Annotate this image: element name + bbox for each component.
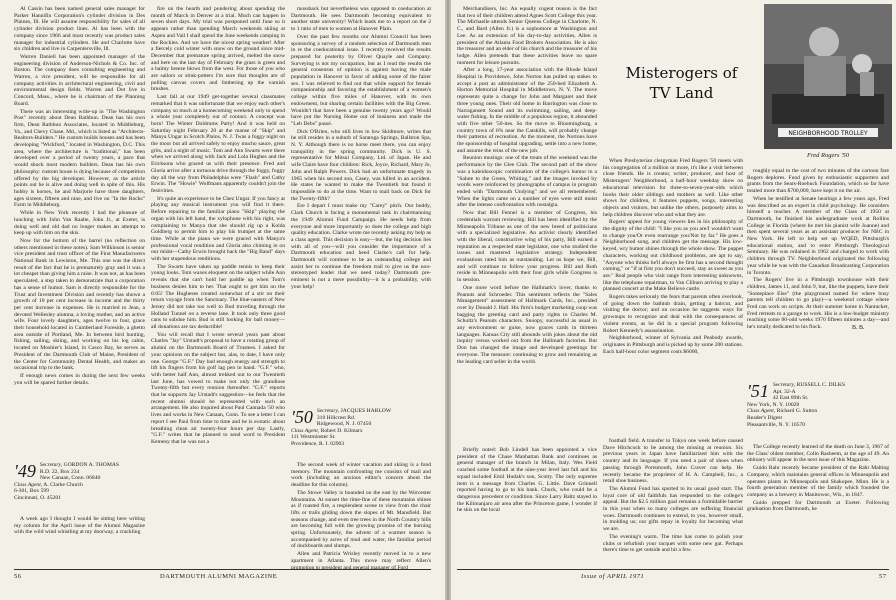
paragraph: Warren Daniell has been appointed manager of the engineering division of Anderson-Nichols & Co. Inc. of Boston. The company does consulting engineering and Warren, a vice president, will be responsible for all company activities in architectural engineering, civil and environmental design fields. Warren and Dot live in Concord, Mass., where he is chairman of the Planning Board. xyxy=(14,53,145,107)
left-column-1 xyxy=(14,6,145,461)
left-page xyxy=(0,0,445,600)
page-number: 56 xyxy=(14,573,22,580)
magazine-title: DARTMOUTH ALUMNI MAGAZINE xyxy=(160,573,278,580)
paragraph: When Presbyterian clergyman Fred Rogers '50 meets with his congregation of a million or more, it's like a visit between close friends. He is creator, writer, producer, and host of Misterogers' Neighborhood, a half-hour weekday show on educational television for three-to-seven-year-olds which hooks their older siblings and mothers as well. Like other shows for children, it features puppets, songs, interesting objects and visitors, but unlike the others, purposely aims to help children discover who and what they are. xyxy=(603,158,743,218)
class-year: '51 xyxy=(747,381,769,401)
paragraph: Allen and Patricia Wrisley recently moved in to a new apartment in Atlanta. This move may reflect Allen's promotion to president and general manager of Ford xyxy=(291,551,431,571)
paragraph: Al Cassin has been named general sales manager for Parker Hannifin Corporation's cylinder division in Des Plaines, Ill. He will assume responsibility for sales of all cylinder division product lines. Al has been with the company since 1966 and most recently was product sales manager for industrial cylinders. He and Charlotte have six children and live in Carpentersville, Ill. xyxy=(14,6,145,53)
paragraph: While in New York recently I had the pleasure of lunching with John Van Raalte, John Jr., at Exeter, is doing well and old dad no longer makes an attempt to keep up with him on the skis. xyxy=(14,210,145,237)
left-column-2 xyxy=(151,6,285,566)
paragraph: Neighborhood, winner of Sylvania and Peabody awards, originates in Pittsburgh and is picked up by some 200 stations. Each half-hour color segment costs $6000, xyxy=(603,335,743,355)
paragraph: Ere I depart I must make my "Carey" pitch. Our buddy, Clark Church is facing a monumental task in chairmanning the 1949 Alumni Fund Campaign. He needs help from everyone and more importantly so does the college and high quality education. Clarke wrote me recently asking my help as a class agent. This decision is easy—but, the big decision lies with all of you—will you consider the importance of a Dartmouth education and heed Clarke's call for help. Dartmouth will continue to be an outstanding college and assist her to continue the freedom trail to give us the non-stereotyped leader that we need today? Dartmouth pre-eminent is not a mere possibility—it is a probability, with your help! xyxy=(291,203,431,290)
fred-rogers-photo xyxy=(764,4,892,149)
right-column-1 xyxy=(457,6,597,444)
paragraph: football field. A transfer to Tokyo one week before caused Dave Hitchcock to be among the missing at reunion. Six previous years in Japan have familiarized him with the country and its language. If you need a pair of shoes when passing through Portsmouth, John Craver can help. He recently became the proprietor of H. A. Campbell, Inc., a retail shoe business. xyxy=(603,438,743,485)
footer-rule xyxy=(14,569,431,570)
paragraph: Last fall at our 1949 get-together several classmates remarked that it was unfortunate that we enjoy each other's company so much at a homecoming weekend only to spend a whole year completely out of contact. A concept was born! The Winter Doldrums Party! And it was held on Saturday night February 20 at the manse of "Skip" and Manya Ungar in Scotch Plains, N. J. Twas a foggy night on the moor but all arrived safely to enjoy mucho sauce, great grits, and a night of music. Tom and Ann Swarts were there when we arrived along with Jack and Lola Hughes and the Ericksons who graced us with their presence. Fred and Gloria arrive after a tortuous drive through the foggy, foggy day all the way from Philadelphia were "Flash" and Cathy Erwin. The "Howie" Wolfmans apparently couldn't join the festivities. xyxy=(151,94,285,194)
left-column-3 xyxy=(291,6,431,406)
photo-caption: Fred Rogers '50 xyxy=(807,152,849,159)
right-column-3-lower xyxy=(747,444,889,566)
paragraph: The evening's warm. The time has come to polish your clubs or refurbish your racquet with some new gut. Perhaps there's time to get outside and hit a few. xyxy=(603,533,743,554)
paragraph: Briefly noted: Bob Lindell has been appointed a vice president of the Chase Manhattan Bank and continues as general manager of the branch in Milan, Italy. Wes Field coached some football at the nine-year level last fall and his squad included Emil Hudak's son, Scotty. The only supreme item is a message from Charles G. Little. Dave Grinnell reported having to go to his bank. Chuck, who could be a dangerous precedent or condition. Since Larry Baltz stayed in the Kilimanjaro air area after the Princeton game, I wonder if he skis on the local xyxy=(457,447,597,514)
footer-rule xyxy=(457,569,889,570)
paragraph: You will recall that I wrote several years past about Charles "Jay" Urstadt's proposal to have a rotating group of alumni on the Dartmouth Board of Trustees. I asked for your opinions on the subject but, alas, to date, I have only one. George "G.F." Day had enough energy and strength to lift his fingers from his golf lag pen in hand. "G.F." who, with better half Ann, almost trekked out to our Twentieth last June, has vowed to make not only the grandiose Twenty-fifth but every reunion thereafter. "G.F." reports that he supports Jay Urstadt's suggestion—he feels that the recent alumni should be represented with such an arrangement. He also inquired about Paul Cannada '50 who lives and works in New Canaan, Conn. To see a letter I can report I see Paul from time to time and he is ecstatic about breathing clean air twenty-four hours per day. Lastly, "G.F." writes that he planned to send word to President Kemeny that he was not a xyxy=(151,331,285,445)
article-headline: Misterogers of TV Land xyxy=(625,64,738,102)
paragraph: Over the past few months our Alumni Council has been sponsoring a survey of a random selection of Dartmouth men in re the coeducational issue. I recently received the results prepared for posterity by Oliver Quayle and Company. Surveying is not my occupation, but as I read the results the general consensus of opinion is against having the male population in Hanover in favor of adding some of the fairer sex. I was relieved to find out that while support for female companionship and favoring the establishment of a women's college within five miles of Hanover, with its own endowment, but sharing certain facilities with the Big Green. Wouldn't that have been a genuine twenty years ago? Would have put the Nursing Home out of business and made the "Leb Debs" passé. xyxy=(291,33,431,127)
paragraph: Dick O'Brien, who still lives in low Skidmore, writes that he still resides in a suburb of Saratoga Springs, Ballston Spa, N. Y. Although there is no horse meet there, you can enjoy tranquility in the spring community. Dick is U. S. representative for Mitsui Company, Ltd. of Japan. He and wife Claire have four children: Rick, Joyce, Richard, Mary Jo, John and Ralph Powers. Dick had an unfortunate tragedy in 1965 when his second son, Casey, was killed in an accident. He states he wanted to make the Twentieth but found it impossible to do at the time. Want to mail back on Dick for the Twenty-fifth? xyxy=(291,128,431,202)
paragraph: After a long, 17-year association with the Rhode Island Hospital in Providence, John Norton has pulled up stakes to accept a post as administrator of the 250-bed Elizabeth A. Horton Memorial Hospital in Middletown, N. Y. The move represents quite a change for John and Margaret and their three young ones. Their old home in Barrington was close to Narragansett Sound and its swimming, sailing, and deep-water fishing. In the middle of a populous region, it abounded with five other '50-ites. So the move to Bloomingburg, a country town of 6% near the Catskills, will probably change their patterns of recreation. At the moment, the Nortons have the sponsorship of hospital upgrading, settle into a new home, and assume the reins of the new job. xyxy=(457,67,597,154)
paragraph: The Stowe Valley is bounded on the east by the Worcester Mountains. At sunset the rime-fine of these mountains shines as if roasted fire, a resplendent scene to view from the chair lifts or trails gliding down the slopes of Mt. Mansfield. But seasons change, and even tree trees in the North Country hills are becoming full with the growing promise of the burning spring. Unfortunately, the advent of a warmer season is accompanied by acres of mud and water, the familiar period of duckboards and slumps. xyxy=(291,489,431,550)
class-51-header: '51 Secretary, RUSSELL C. DILKS Apt. 32-A 42 East 89th St. New York, N. Y. 10028 Class Agent, Richard G. Sutton Reader's Digest Pleasantville, N. Y. 10570 xyxy=(747,381,846,428)
paragraph: mossback but nevertheless was opposed to coeducation at Dartmouth. He sees Dartmouth becoming equivalent to another state university! Which leads me to a report on the 2 to 1 ratio of men to women at Hanover Plain. xyxy=(291,6,431,33)
paragraph: There was an interesting write-up in "The Washington Post" recently about Dean Rathbun. Dean has his own firm, Dean Rathbun Associates, located in Middleburg, Va., and Chevy Chase, Md., which is listed as "Architects-Realtors-Builders." He custom builds houses and has been developing "Wickford," located in Washington, D.C. This area, where the architecture is "traditional," has been developed over a period of twenty years, a pace that would shock most modern builders. Dean has his own philosophy: custom house is dying because of competition offered by the big developer. However, as the article points out he is alive and doing well in spite of this. His hobby is horses, he and Marjorie have three daughters, ages sixteen, fifteen and nine, and live on "In the Rocks" Farm in Middleburg. xyxy=(14,108,145,209)
paragraph: It's quite an experience to be Chez Ungar. If you fancy at playing any musical instrument you will find it there. Before repairing to the familiar piano "Skip" playing the organ with his left hand, the xylophone with his right, was complaining to Manya that she should rig up a Kolda Goldberg to permit him to play his trumpet at the same time. While at the piano we were graced with Manya's professional vocal rendition and Gloria also chiming in on our midst—Cathy Erwin brought back the "Big Band" days with her stupendous renditions. xyxy=(151,195,285,263)
paragraph: When he testified at Senate hearings a few years ago, Fred was described as an expert in child psychology. He considers himself a teacher. A member of the Class of 1950 at Dartmouth, he finished his undergraduate work at Rollins College in Florida (where he met his pianist wife Joanne) and then spent several years as an assistant producer for NBC in New York. He left to help set up WQED, Pittsburgh's educational station, and to enter Pittsburgh Theological Seminary. He was ordained in 1962 and charged to work with children through TV. Neighborhood originated the following year while he was with the Canadian Broadcasting Corporation in Toronto. xyxy=(747,195,889,276)
right-column-2-lower xyxy=(603,438,743,566)
paragraph: Reunion musings: one of the treats of the weekend was the performance by the Glee Club. The second part of the show was a kaleidoscopic combination of the college's humor in a "Salute to the Green, Whiting," and the images invoked by words were reinforced by photographs of campus in program ended with "Dartmouth Undying" and we all remembered. When the lights came on a number of eyes were still moist after the intense confrontation with nostalgia. xyxy=(457,155,597,209)
class-49-header: '49 Secretary, GORDON A. THOMAS R.D. 22, Box 234 New Canaan, Conn. 06840 Class Agent, A. Clarke Church 6-301, Box 599 Cincinnati, O. 45201 xyxy=(14,461,119,501)
class-year: '50 xyxy=(291,407,313,427)
issue-date: Issue of APRIL 1971 xyxy=(581,573,645,580)
paragraph: The Swarts have taken up paddle tennis to keep their young looks. Tom waxes eloquent on the subject while Ann reveals that she can't hold her paddle up when Tom's business denies him to her. That ought to get him on the 6:05! The Hugheses created somewhat of a stir on their return voyage from the Sanctuary. The blue-oasters of New Jersey did not take too well to Bud traveling through the Holland Tunnel on a reverse lane. It took only three good cans to subdue him. Bud is still looking for ball money—all donations are tax deductible! xyxy=(151,263,285,331)
right-column-2 xyxy=(603,158,743,433)
secretary-name: JACQUES HARLOW xyxy=(340,408,392,414)
right-column-1-lower xyxy=(457,447,597,566)
paragraph: fire on the hearth and pondering about spending the month of March in Denver at a trial. Much can happen in seven short days. My trial was postponed until June so it appears rather than spending March weekends skiing at Aspen and Vail I shall spend the June weekends camping in the Rockies. And we have the nicest spring weather! After a fiercely cold winter with snow on the ground since mid-December that premature spring arrived, melted the snow and here on the last day of February the grass is green and a balmy breeze blows from the west. For those of you who are sailors or stink-potters I'm sure that thoughts are of pulling canvas covers and limbering up the varnish brushes. xyxy=(151,6,285,93)
left-column-1-after: A week ago I thought I would be sitting here writing my column for the April issue of the Alumni Magazine with the wild wind whistling at my doorway, a crackling xyxy=(14,516,145,536)
paragraph: One more word before the Hallmark's lover, thanks to Peanuts and Schroeder. This sentiment reflects the "Sales Management" assessment of Hallmark Cards, Inc., presided over by Donald J. Hall. His firm's budget marketing coup was bagging the greeting card and party rights to Charles M. Schultz's Peanuts characters. Snoopy, successful as usual in any environment or guise, now graces cards in thirteen languages. Kansas City still abounds with jokes about the old inquiry versus worked out from the Hallmark factories. But Don has changed the image and developed greetings for everyone. The measure: continuing to grow and remaining as the leading card seller in the world. xyxy=(457,284,597,365)
secretary-name: GORDON A. THOMAS xyxy=(63,462,119,468)
paragraph: The Alumni Fund has spurted to its usual good start. The loyal core of old faithfuls has responded to the college's appeal. But the $2.5 million goal remains a formidable barrier in this year when so many colleges are suffering financial woes. Dartmouth continues to extend, to you, however small, in molding us; our gifts repay in loyalty for becoming what we are. xyxy=(603,485,743,533)
paragraph: Now that Bill Fennel is a member of Congress, his credentials warrant reviewing. Bill has been identified by the Minneapolis Tribune as one of the new breed of politicians with a specialized legislative. An activist clearly identified with the liberal, constructive wing of his party, Bill earned a reputation as a respected state legislator, one who studied the issues and mastered legislative strategy. Independent evaluations rated him as outstanding. Let us hope we, Bill, and will continue to follow your progress. Bill and Ruth reside in Minneapolis with their four girls while Congress is in session. xyxy=(457,210,597,284)
paragraph: Rogers' appeal for young viewers lies in his philosophy of the dignity of the child: "I like you as you are/I wouldn't want to change you/Or even rearrange you/Not by far." He goes a Neighborhood song, and children get the message. His low-keyed, wry humor shines through the whole show. The puppet characters, working out childhood problems, are apt to say, "Anyone who thinks he'll always be first has a second thought coming," or "if at first you don't succeed, stay as sweet as you are." Real people who visit range from interesting unknowns, like the telephone repairman, to Van Cliburn arriving to play a planned concert at the Make Believe castle. xyxy=(603,219,743,293)
paragraph: Guido prepped for Dartmouth at Exeter. Following graduation from Dartmouth, he xyxy=(747,499,889,513)
paragraph: The second week of winter vacation and skiing is a fond memory. The mountain confronting me consists of mail and work (including an anxious editor's concern about the deadline for this column). xyxy=(291,462,431,489)
paragraph: Guido Rahr recently became president of the Rahr Malting Company, which maintains general offices in Minneapolis and operates plants in Minneapolis and Shakopee, Minn. He is a fourth generation member of the family which founded the company as a brewery in Manitowoc, Wis., in 1847. xyxy=(747,465,889,498)
paragraph: The College recently learned of the death on June 3, 1967 of the Class' oldest member, Colin Rasheem, at the age of 49. An obituary will appear in the next issue of this Magazine. xyxy=(747,444,889,464)
signature: B. B. xyxy=(852,325,865,331)
paragraph: Now for the bottom of the barrel (no reflection on others mentioned in these notes). Sam Wilkinson is senior vice president and trust officer of the First Manufacturers National Bank in Lewiston, Me. This one was the direct result of the fact that he is prematurely gray and it was a lot cheaper than giving him a raise. It was not, as has been speculated, a step taken to demonstrate that a corporation has a sense of humor. Sam is directly responsible for the Trust and Investment Division and recently has shown a growth of 10 per cent increase in income and the thirty per cent increase in expenses. He is married to Jean, a devoted Wellesley alumna, a loving mother, and an active wife. Four lovely daughters, ages twelve to four, grace their household located in Cumberland Foreside, a ghetto area outside of Portland, Me. In between bird hunting, fishing, sailing, skiing, and working on his log cabin, located on Moshier's Island, in Casco Bay, he serves as President of the Dartmouth Club of Maine, President of the Center for Community Dental Health, and makes an occasional trip to the bank. xyxy=(14,237,145,372)
page-number: 57 xyxy=(879,573,887,580)
photo-sign-text: NEIGHBORHOOD TROLLEY xyxy=(788,130,868,137)
paragraph: If enough news comes in during the next few weeks you will be spared further details. xyxy=(14,372,145,386)
secretary-name: RUSSELL C. DILKS xyxy=(796,382,846,388)
paragraph: Merchandisers, Inc. An equally cogent reason is the fact that two of their children attend Agnes Scott College this year. The Michaelle attends Senior Queens College in Charlotte, N. C., and Bard (Allen Jr.) is a sophomore at Washington and Lee. As an extension of his day-to-day activities, Allen is president of the Atlanta Food Brokers Association. He is also the treasurer and an elder of his church and the treasurer of his lodge. Allen pretends that these activities leave no spare moment for leisure pursuits. xyxy=(457,6,597,66)
class-50-header: '50 Secretary, JACQUES HARLOW 310 Hillcrest Rd. Ridgewood, N. J. 07450 Class Agent, Robert D. Kilmarx 111 Westminster St. Providence, R. I. 02903 xyxy=(291,407,392,447)
paragraph: Rogers takes seriously the fears that parents often overlook, of going down the bathtub drain, getting a haircut, and visiting the doctor; and on occasion he suggests ways for grownups to recognize and deal with the consequences of violent events, as he did in a special program following Robert Kennedy's assassination. xyxy=(603,294,743,334)
class-year: '49 xyxy=(14,461,36,481)
left-column-3-after xyxy=(291,462,431,571)
paragraph: roughly equal to the cost of two minutes of the cartoon fare Rogers deplores. Fund given by enthusiastic supporters and grants from the Sears-Roebuck Foundation, which so far have totaled more than $700,000, have kept it on the air. xyxy=(747,168,889,195)
paragraph: The Rogers' live in a Pittsburgh townhouse with their children, James 11, and John 9, but, like the puppets, have their "Someplace Else" (the playground named for where busy parents tell children to go play)—a weekend cottage where Fred can work on scripts. At their summer home in Nantucket, Fred retreats to a garage to work. His is a low-budget ministry reaching some 80-odd weeks 1970 fifteen minutes a day—and he's totally dedicated to his flock. xyxy=(747,277,889,331)
